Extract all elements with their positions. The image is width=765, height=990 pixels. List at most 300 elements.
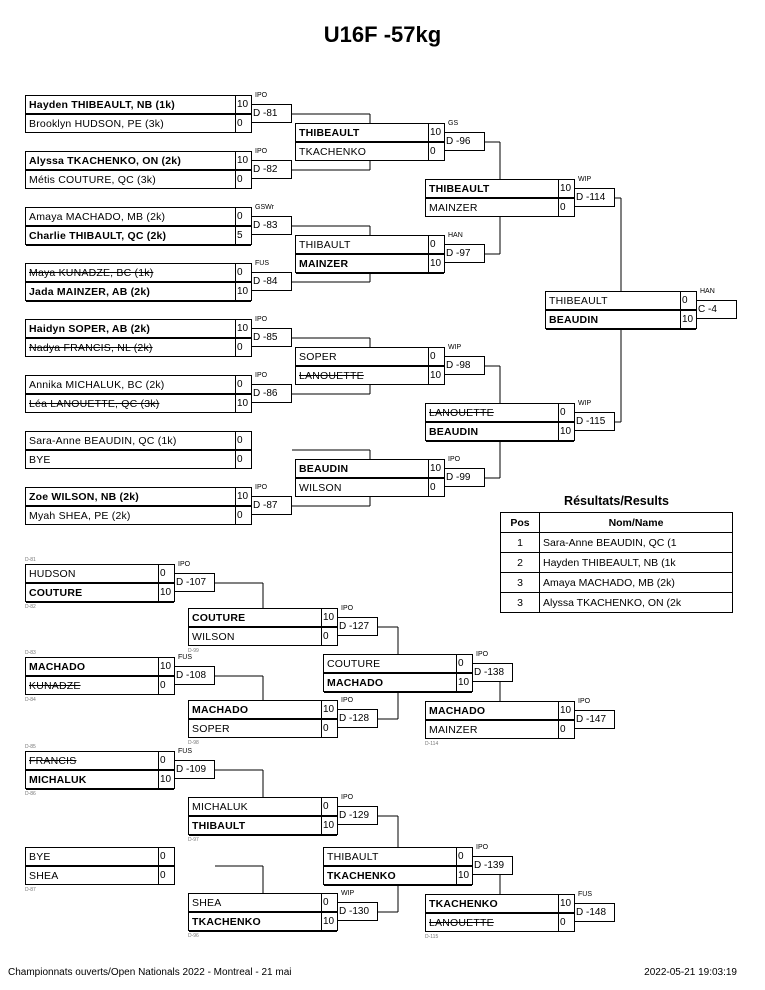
score-cell <box>558 914 576 931</box>
results-row <box>501 533 733 553</box>
competitor-name: Métis COUTURE, QC (3k) <box>29 174 156 186</box>
competitor-row <box>188 627 338 646</box>
match-id-box <box>338 617 378 636</box>
match-id-box <box>252 104 292 123</box>
match-id: D -96 <box>446 136 471 147</box>
score-value: 0 <box>430 351 436 362</box>
competitor-row <box>295 142 445 161</box>
score-cell <box>235 264 253 281</box>
match-id-box <box>252 328 292 347</box>
results-title: Résultats/Results <box>564 494 669 508</box>
score-cell <box>558 423 576 440</box>
score-value: 10 <box>323 704 335 715</box>
results-name: Hayden THIBEAULT, NB (1k <box>540 553 733 573</box>
score-value: 0 <box>237 510 243 521</box>
competitor-row <box>295 478 445 497</box>
score-cell <box>428 255 446 272</box>
score-cell <box>235 507 253 524</box>
feed-label: D-97 <box>188 837 199 843</box>
competitor-row <box>425 422 575 441</box>
score-value: 5 <box>237 230 243 241</box>
score-value: 0 <box>237 174 243 185</box>
match-id-box <box>252 160 292 179</box>
score-cell <box>321 609 339 626</box>
results-pos: 2 <box>501 553 540 573</box>
match-id-box <box>252 440 292 459</box>
score-cell <box>321 628 339 645</box>
result-tag: FUS <box>578 891 592 898</box>
match-id-box <box>575 188 615 207</box>
score-value: 0 <box>560 202 566 213</box>
match-id: D -84 <box>253 276 278 287</box>
score-cell <box>558 404 576 421</box>
score-cell <box>558 180 576 197</box>
match-id: D -129 <box>339 810 370 821</box>
match-id-box <box>445 356 485 375</box>
score-value: 10 <box>237 398 249 409</box>
competitor-name: MAINZER <box>429 724 478 736</box>
competitor-name: WILSON <box>299 482 342 494</box>
feed-label: D-87 <box>25 887 36 893</box>
result-tag: IPO <box>255 148 268 155</box>
competitor-name: COUTURE <box>327 658 381 670</box>
competitor-row <box>25 657 175 676</box>
competitor-name: SOPER <box>192 723 230 735</box>
score-value: 10 <box>237 286 249 297</box>
score-cell <box>428 479 446 496</box>
result-tag: IPO <box>255 92 268 99</box>
score-cell <box>428 460 446 477</box>
competitor-name: KUNADZE <box>29 680 81 692</box>
result-tag: HAN <box>700 288 715 295</box>
competitor-row <box>25 375 252 394</box>
competitor-row <box>25 207 252 226</box>
score-value: 10 <box>560 898 572 909</box>
competitor-row <box>25 170 252 189</box>
competitor-row <box>188 912 338 931</box>
score-value: 0 <box>237 435 243 446</box>
score-cell <box>158 658 176 675</box>
match-id: D -98 <box>446 360 471 371</box>
score-value: 10 <box>237 155 249 166</box>
match-id: D -82 <box>253 164 278 175</box>
competitor-row <box>323 847 473 866</box>
competitor-row <box>25 450 252 469</box>
score-value: 0 <box>430 239 436 250</box>
competitor-row <box>425 720 575 739</box>
competitor-name: Jada MAINZER, AB (2k) <box>29 286 151 298</box>
competitor-row <box>188 700 338 719</box>
footer-timestamp: 2022-05-21 19:03:19 <box>644 967 737 978</box>
score-value: 10 <box>160 774 172 785</box>
score-value: 0 <box>237 118 243 129</box>
score-cell <box>680 292 698 309</box>
score-value: 10 <box>160 661 172 672</box>
competitor-name: BYE <box>29 851 51 863</box>
competitor-name: BEAUDIN <box>549 314 599 326</box>
match-id: D -99 <box>446 472 471 483</box>
match-id: D -86 <box>253 388 278 399</box>
results-row <box>501 593 733 613</box>
score-value: 10 <box>560 183 572 194</box>
competitor-name: THIBEAULT <box>429 183 490 195</box>
results-name: Alyssa TKACHENKO, ON (2k <box>540 593 733 613</box>
match-id-box <box>175 573 215 592</box>
feed-label: D-86 <box>25 791 36 797</box>
score-cell <box>235 208 253 225</box>
match-id: D -83 <box>253 220 278 231</box>
competitor-name: Annika MICHALUK, BC (2k) <box>29 379 165 391</box>
competitor-name: MACHADO <box>327 677 384 689</box>
score-cell <box>321 798 339 815</box>
competitor-row <box>25 506 252 525</box>
match-id-box <box>575 710 615 729</box>
competitor-name: SHEA <box>192 897 222 909</box>
score-value: 0 <box>560 724 566 735</box>
score-value: 0 <box>458 851 464 862</box>
result-tag: FUS <box>255 260 269 267</box>
score-cell <box>235 432 253 449</box>
competitor-name: COUTURE <box>29 587 83 599</box>
match-id-box <box>445 132 485 151</box>
competitor-row <box>188 816 338 835</box>
score-value: 0 <box>430 146 436 157</box>
result-tag: WIP <box>578 176 592 183</box>
match-id-box <box>575 412 615 431</box>
score-cell <box>428 348 446 365</box>
score-cell <box>235 227 253 244</box>
competitor-name: Brooklyn HUDSON, PE (3k) <box>29 118 164 130</box>
competitor-name: MACHADO <box>429 705 486 717</box>
score-value: 0 <box>237 379 243 390</box>
results-pos: 1 <box>501 533 540 553</box>
competitor-row <box>25 676 175 695</box>
score-value: 0 <box>237 211 243 222</box>
competitor-row <box>25 847 175 866</box>
result-tag: IPO <box>341 605 354 612</box>
competitor-name: LANOUETTE <box>299 370 364 382</box>
match-id-box <box>445 468 485 487</box>
score-value: 0 <box>458 658 464 669</box>
score-cell <box>158 752 176 769</box>
score-value: 10 <box>458 870 470 881</box>
result-tag: GS <box>448 120 459 127</box>
score-value: 10 <box>430 258 442 269</box>
result-tag: IPO <box>255 484 268 491</box>
score-cell <box>321 720 339 737</box>
competitor-row <box>323 654 473 673</box>
competitor-row <box>295 459 445 478</box>
competitor-row <box>25 263 252 282</box>
competitor-name: MICHALUK <box>29 774 87 786</box>
score-value: 10 <box>160 587 172 598</box>
competitor-name: Maya KUNADZE, BC (1k) <box>29 267 154 279</box>
competitor-name: THIBAULT <box>327 851 379 863</box>
match-id: D -148 <box>576 907 607 918</box>
competitor-name: THIBEAULT <box>299 127 360 139</box>
competitor-name: SHEA <box>29 870 59 882</box>
results-table <box>500 512 733 613</box>
competitor-name: Amaya MACHADO, MB (2k) <box>29 211 166 223</box>
result-tag: WIP <box>578 400 592 407</box>
results-header-pos: Pos <box>501 513 540 533</box>
competitor-row <box>25 319 252 338</box>
competitor-row <box>25 583 175 602</box>
score-cell <box>456 867 474 884</box>
results-name: Sara-Anne BEAUDIN, QC (1 <box>540 533 733 553</box>
feed-label: D-84 <box>25 697 36 703</box>
competitor-name: FRANCIS <box>29 755 77 767</box>
match-id: D -115 <box>576 416 606 427</box>
competitor-name: TKACHENKO <box>299 146 367 158</box>
competitor-name: SOPER <box>299 351 337 363</box>
competitor-name: BEAUDIN <box>429 426 479 438</box>
score-value: 10 <box>430 370 442 381</box>
score-cell <box>321 913 339 930</box>
competitor-name: WILSON <box>192 631 235 643</box>
match-id: D -108 <box>176 670 207 681</box>
match-id: D -97 <box>446 248 471 259</box>
competitor-row <box>25 751 175 770</box>
competitor-row <box>188 893 338 912</box>
score-value: 10 <box>323 612 335 623</box>
score-cell <box>158 771 176 788</box>
result-tag: IPO <box>255 372 268 379</box>
score-cell <box>321 701 339 718</box>
competitor-row <box>188 719 338 738</box>
score-cell <box>235 376 253 393</box>
score-value: 10 <box>682 314 694 325</box>
competitor-row <box>425 913 575 932</box>
score-cell <box>235 115 253 132</box>
score-value: 0 <box>323 801 329 812</box>
score-cell <box>158 565 176 582</box>
competitor-name: MAINZER <box>299 258 349 270</box>
competitor-row <box>25 431 252 450</box>
competitor-name: Myah SHEA, PE (2k) <box>29 510 131 522</box>
match-id: D -147 <box>576 714 607 725</box>
score-cell <box>235 488 253 505</box>
match-id: D -138 <box>474 667 505 678</box>
match-id-box <box>252 384 292 403</box>
competitor-row <box>25 114 252 133</box>
score-cell <box>428 236 446 253</box>
score-cell <box>558 721 576 738</box>
score-cell <box>558 199 576 216</box>
result-tag: WIP <box>341 890 355 897</box>
match-id-box <box>473 663 513 682</box>
competitor-row <box>25 770 175 789</box>
score-cell <box>428 367 446 384</box>
competitor-row <box>25 95 252 114</box>
score-cell <box>235 339 253 356</box>
competitor-row <box>545 291 697 310</box>
competitor-row <box>295 254 445 273</box>
score-value: 0 <box>160 851 166 862</box>
score-value: 0 <box>237 267 243 278</box>
result-tag: IPO <box>476 844 489 851</box>
score-cell <box>428 124 446 141</box>
score-value: 10 <box>237 491 249 502</box>
match-id: D -114 <box>576 192 606 203</box>
match-id-box <box>252 216 292 235</box>
match-id-box <box>697 300 737 319</box>
competitor-row <box>25 282 252 301</box>
match-id: D -127 <box>339 621 370 632</box>
match-id: D -107 <box>176 577 207 588</box>
competitor-row <box>25 866 175 885</box>
result-tag: IPO <box>341 697 354 704</box>
score-value: 10 <box>560 705 572 716</box>
competitor-row <box>188 797 338 816</box>
result-tag: FUS <box>178 654 192 661</box>
competitor-row <box>25 487 252 506</box>
competitor-name: Haidyn SOPER, AB (2k) <box>29 323 151 335</box>
score-cell <box>158 867 176 884</box>
score-value: 10 <box>430 463 442 474</box>
competitor-name: MACHADO <box>29 661 86 673</box>
competitor-name: MACHADO <box>192 704 249 716</box>
result-tag: IPO <box>476 651 489 658</box>
competitor-row <box>425 198 575 217</box>
match-id: D -139 <box>474 860 505 871</box>
score-cell <box>235 96 253 113</box>
score-value: 0 <box>160 870 166 881</box>
results-panel <box>500 494 733 613</box>
competitor-name: MICHALUK <box>192 801 248 813</box>
score-value: 0 <box>682 295 688 306</box>
competitor-name: BEAUDIN <box>299 463 349 475</box>
score-value: 0 <box>323 723 329 734</box>
match-id-box <box>175 856 215 875</box>
match-id-box <box>175 760 215 779</box>
score-cell <box>558 702 576 719</box>
score-value: 10 <box>430 127 442 138</box>
results-pos: 3 <box>501 593 540 613</box>
page-title: U16F -57kg <box>323 22 442 47</box>
match-id: D -87 <box>253 500 278 511</box>
match-id: D -109 <box>176 764 207 775</box>
score-value: 0 <box>160 680 166 691</box>
competitor-name: COUTURE <box>192 612 246 624</box>
competitor-row <box>323 866 473 885</box>
competitor-name: THIBAULT <box>299 239 351 251</box>
competitor-row <box>425 894 575 913</box>
feed-label: D-82 <box>25 604 36 610</box>
result-tag: IPO <box>341 794 354 801</box>
score-value: 0 <box>237 342 243 353</box>
result-tag: IPO <box>255 316 268 323</box>
match-id: D -81 <box>253 108 278 119</box>
feed-label: D-98 <box>188 740 199 746</box>
competitor-row <box>295 123 445 142</box>
score-value: 0 <box>560 917 566 928</box>
competitor-name: Sara-Anne BEAUDIN, QC (1k) <box>29 435 177 447</box>
score-cell <box>235 320 253 337</box>
competitor-name: TKACHENKO <box>192 916 261 928</box>
competitor-row <box>295 366 445 385</box>
competitor-row <box>295 347 445 366</box>
competitor-row <box>545 310 697 329</box>
score-cell <box>321 817 339 834</box>
match-id: D -128 <box>339 713 370 724</box>
score-value: 0 <box>160 568 166 579</box>
result-tag: FUS <box>178 748 192 755</box>
score-value: 0 <box>323 897 329 908</box>
competitor-name: TKACHENKO <box>429 898 498 910</box>
feed-label: D-81 <box>25 557 36 563</box>
score-cell <box>235 451 253 468</box>
competitor-name: Zoe WILSON, NB (2k) <box>29 491 139 503</box>
competitor-row <box>295 235 445 254</box>
match-id: D -130 <box>339 906 370 917</box>
score-value: 10 <box>323 820 335 831</box>
score-cell <box>456 674 474 691</box>
competitor-row <box>25 226 252 245</box>
results-pos: 3 <box>501 573 540 593</box>
competitor-row <box>25 394 252 413</box>
competitor-name: THIBAULT <box>192 820 246 832</box>
score-value: 10 <box>560 426 572 437</box>
competitor-row <box>425 179 575 198</box>
competitor-row <box>25 338 252 357</box>
score-cell <box>428 143 446 160</box>
results-row <box>501 553 733 573</box>
score-cell <box>158 848 176 865</box>
match-id: D -85 <box>253 332 278 343</box>
score-value: 0 <box>430 482 436 493</box>
competitor-name: LANOUETTE <box>429 917 494 929</box>
feed-label: D-115 <box>425 934 439 940</box>
results-name: Amaya MACHADO, MB (2k) <box>540 573 733 593</box>
feed-label: D-114 <box>425 741 439 747</box>
result-tag: IPO <box>578 698 591 705</box>
competitor-name: BYE <box>29 454 51 466</box>
score-cell <box>680 311 698 328</box>
match-id-box <box>445 244 485 263</box>
competitor-row <box>188 608 338 627</box>
competitor-row <box>323 673 473 692</box>
result-tag: GSWr <box>255 204 274 211</box>
match-id-box <box>252 272 292 291</box>
match-id-box <box>575 903 615 922</box>
score-cell <box>235 283 253 300</box>
score-value: 0 <box>160 755 166 766</box>
match-id: C -4 <box>698 304 717 315</box>
score-cell <box>235 395 253 412</box>
score-value: 10 <box>237 99 249 110</box>
competitor-row <box>25 151 252 170</box>
result-tag: WIP <box>448 344 462 351</box>
competitor-name: Nadya FRANCIS, NL (2k) <box>29 342 153 354</box>
result-tag: IPO <box>178 561 191 568</box>
footer-event: Championnats ouverts/Open Nationals 2022 - Montreal - 21 mai <box>8 967 292 978</box>
result-tag: HAN <box>448 232 463 239</box>
match-id-box <box>338 806 378 825</box>
score-value: 0 <box>323 631 329 642</box>
match-id-box <box>338 902 378 921</box>
competitor-name: HUDSON <box>29 568 76 580</box>
competitor-name: Alyssa TKACHENKO, ON (2k) <box>29 155 182 167</box>
competitor-name: TKACHENKO <box>327 870 396 882</box>
score-cell <box>456 848 474 865</box>
competitor-name: MAINZER <box>429 202 478 214</box>
competitor-name: LANOUETTE <box>429 407 494 419</box>
competitor-name: Hayden THIBEAULT, NB (1k) <box>29 99 175 111</box>
match-id-box <box>338 709 378 728</box>
score-cell <box>235 171 253 188</box>
score-cell <box>456 655 474 672</box>
